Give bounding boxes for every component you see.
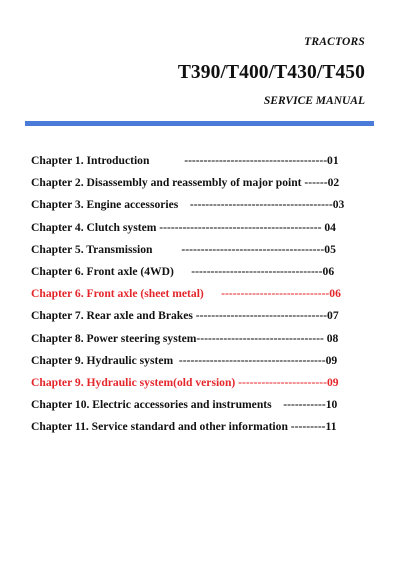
toc-entry-11: Chapter 11. Service standard and other information ---------11 [31, 420, 337, 434]
toc-entry-05: Chapter 5. Transmission -------------------------------------05 [31, 242, 336, 256]
header-divider [25, 121, 374, 126]
table-of-contents [31, 152, 371, 440]
toc-entry-06: Chapter 6. Front axle (4WD) ----------------------------------06 [31, 264, 335, 278]
toc-entry-09-old-version: Chapter 9. Hydraulic system(old version) -----------------------09 [31, 375, 339, 389]
toc-entry-01: Chapter 1. Introduction -------------------------------------01 [31, 154, 339, 167]
toc-entry-10: Chapter 10. Electric accessories and instruments -----------10 [31, 398, 338, 412]
toc-entry-06-sheet-metal: Chapter 6. Front axle (sheet metal) ----------------------------06 [31, 287, 341, 301]
document-category: TRACTORS [304, 36, 365, 48]
toc-entry-08: Chapter 8. Power steering system--------------------------------- 08 [31, 331, 339, 345]
toc-entry-07: Chapter 7. Rear axle and Brakes ----------------------------------07 [31, 309, 339, 323]
toc-entry-04: Chapter 4. Clutch system ------------------------------------------ 04 [31, 220, 336, 234]
toc-entry-02: Chapter 2. Disassembly and reassembly of major point ------02 [31, 176, 340, 190]
toc-entry-09: Chapter 9. Hydraulic system --------------------------------------09 [31, 353, 338, 367]
toc-entry-03: Chapter 3. Engine accessories -------------------------------------03 [31, 198, 345, 212]
document-title: T390/T400/T430/T450 [177, 62, 365, 83]
document-subtitle: SERVICE MANUAL [263, 95, 365, 107]
